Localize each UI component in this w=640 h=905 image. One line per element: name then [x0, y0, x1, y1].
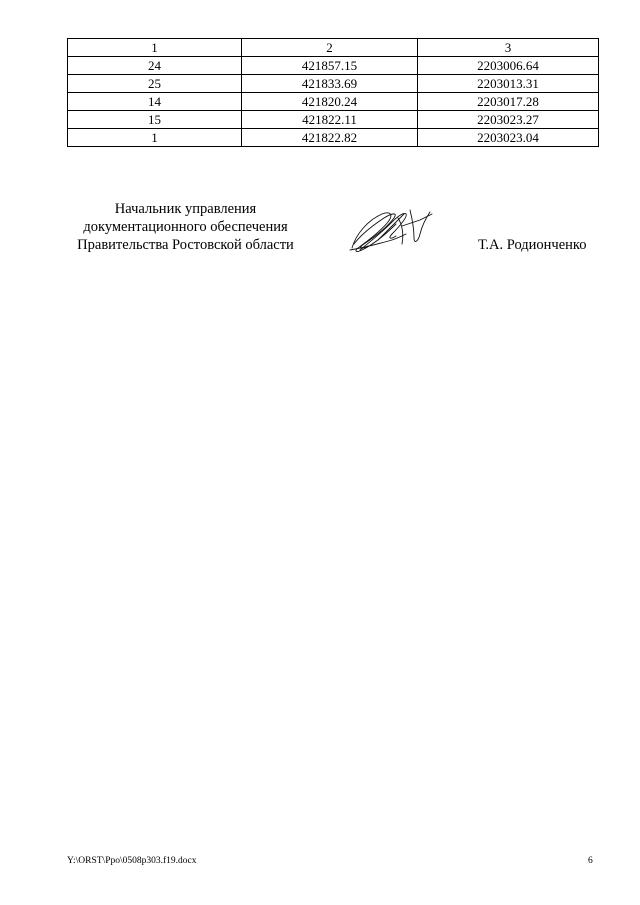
handwritten-signature [348, 204, 438, 256]
footer-file-path: Y:\ORST\Ppo\0508p303.f19.docx [67, 856, 197, 866]
y-coordinate-cell: 2203013.31 [418, 75, 599, 93]
header-cell-y: 3 [418, 39, 599, 57]
x-coordinate-cell: 421822.11 [242, 111, 418, 129]
table-row [68, 93, 599, 111]
y-coordinate-cell: 2203023.27 [418, 111, 599, 129]
position-line: Правительства Ростовской области [77, 237, 294, 253]
x-coordinate-cell: 421833.69 [242, 75, 418, 93]
point-number-cell: 24 [68, 57, 242, 75]
table-row [68, 129, 599, 147]
table-row [68, 111, 599, 129]
point-number-cell: 14 [68, 93, 242, 111]
table-header-row [68, 39, 599, 57]
coordinates-table [67, 38, 599, 147]
point-number-cell: 1 [68, 129, 242, 147]
signatory-name: Т.А. Родионченко [478, 237, 587, 253]
x-coordinate-cell: 421822.82 [242, 129, 418, 147]
y-coordinate-cell: 2203006.64 [418, 57, 599, 75]
x-coordinate-cell: 421820.24 [242, 93, 418, 111]
y-coordinate-cell: 2203023.04 [418, 129, 599, 147]
point-number-cell: 15 [68, 111, 242, 129]
position-line: Начальник управления [114, 201, 257, 217]
x-coordinate-cell: 421857.15 [242, 57, 418, 75]
page-number: 6 [588, 856, 593, 866]
table-row [68, 57, 599, 75]
position-line: документационного обеспечения [83, 219, 288, 235]
y-coordinate-cell: 2203017.28 [418, 93, 599, 111]
header-cell-x: 2 [242, 39, 418, 57]
header-cell-point: 1 [68, 39, 242, 57]
point-number-cell: 25 [68, 75, 242, 93]
table-row [68, 75, 599, 93]
signatory-position [67, 200, 304, 254]
